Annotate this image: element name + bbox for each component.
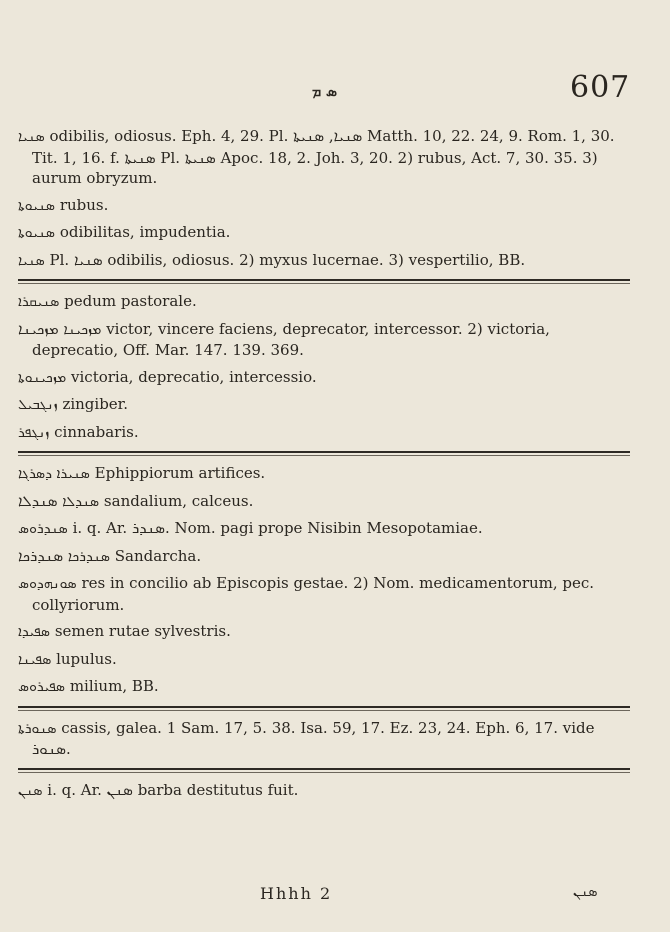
headword-syriac: ܣܢܝܐ <box>18 129 45 145</box>
dictionary-entry <box>18 573 630 615</box>
dictionary-entry <box>18 394 630 416</box>
headword-syriac: ܡܙܟܝܢܘܬܐ <box>18 369 67 386</box>
dictionary-entry <box>18 621 630 643</box>
entry-definition: odibilis, odiosus. Eph. 4, 29. Pl. ܣܢܝܐ, ܣܢܝܬܐ Matth. 10, 22. 24, 9. Rom. 1, 30. Tit. 1, 16. f. ܣܢܝܬܐ Pl. ܣܢܝܬܐ Apoc. 18, 2. Joh. 3, 20. 2) rubus, Act. 7, 30. 35. 3) aurum obryzum. <box>32 127 615 187</box>
signature-mark: Hhhh 2 <box>260 884 333 903</box>
section-divider <box>18 279 630 281</box>
section-divider <box>18 706 630 708</box>
headword-syriac: ܣܢܝܘܬܐ <box>18 197 56 214</box>
entry-definition: victoria, deprecatio, intercessio. <box>71 367 317 386</box>
headword-syriac: ܣܢܝܪܐ ܕܣܪܓܐ <box>18 466 90 482</box>
dictionary-entry <box>18 222 630 244</box>
dictionary-entry <box>18 463 630 485</box>
headword-syriac: ܣܢܘܪܬܐ <box>18 720 57 737</box>
entry-definition: ܣܢܕܠܐ sandalium, calceus. <box>18 491 254 510</box>
dictionary-entry <box>18 676 630 698</box>
dictionary-entry <box>18 319 630 361</box>
page-number: 607 <box>570 70 631 105</box>
dictionary-entry <box>18 546 630 568</box>
dictionary-entry <box>18 718 630 760</box>
entry-definition: semen rutae sylvestris. <box>54 622 231 640</box>
dictionary-entry <box>18 649 630 671</box>
headword-syriac: ܣܢܢ <box>18 782 43 799</box>
entry-definition: res in concilio ab Episcopis gestae. 2) Nom. medicamentorum, pec. collyriorum. <box>32 574 595 614</box>
entry-definition: ܣܢܕܪܟܐ Sandarcha. <box>18 546 202 565</box>
entry-definition: odibilitas, impudentia. <box>59 223 231 241</box>
entry-definition: Pl. ܣܢܝܐ odibilis, odiosus. 2) myxus lucernae. 3) vespertilio, BB. <box>49 250 526 269</box>
dictionary-entry <box>18 780 630 802</box>
headword-syriac: ܣܢܝܩܪܐ <box>18 294 60 310</box>
header-syriac-letters: ܣ ܡ <box>312 84 338 100</box>
headword-syriac: ܙܢܓܦܪ <box>18 424 50 441</box>
entry-definition: zingiber. <box>62 395 128 413</box>
entry-definition: rubus. <box>59 195 109 214</box>
headword-syriac: ܣܢܕܪܟܐ <box>67 548 110 565</box>
catchword: ܣܢܢ <box>573 884 598 900</box>
dictionary-entry <box>18 422 630 444</box>
entry-definition: cassis, galea. 1 Sam. 17, 5. 38. Isa. 59, 17. Ez. 23, 24. Eph. 6, 17. vide ܣܢܘܪ. <box>32 718 595 758</box>
dictionary-entry <box>18 250 630 272</box>
entry-definition: i. q. Ar. ܣܢܕܪ. Nom. pagi prope Nisibin Mesopotamiae. <box>72 519 483 537</box>
entries-container <box>18 126 630 807</box>
entry-definition: cinnabaris. <box>54 422 139 441</box>
headword-syriac: ܣܦܝܕܐ <box>18 624 51 640</box>
entry-definition: Ephippiorum artifices. <box>94 464 266 482</box>
headword-syriac: ܣܢܕܪܘܣ <box>18 521 68 537</box>
headword-syriac: ܣܦܝܪܘܣ <box>18 679 66 695</box>
dictionary-entry <box>18 518 630 540</box>
headword-syriac: ܡܙܟܝܢܐ <box>63 321 102 338</box>
dictionary-entry <box>18 367 630 389</box>
headword-syriac: ܣܢܕܠܐ <box>62 493 100 510</box>
dictionary-entry <box>18 291 630 313</box>
dictionary-entry <box>18 491 630 513</box>
headword-syriac: ܣܢܝܐ <box>18 252 45 269</box>
section-divider <box>18 451 630 453</box>
headword-syriac: ܣܘܢܗܕܘܣ <box>18 576 77 592</box>
section-divider <box>18 768 630 770</box>
headword-syriac: ܙܢܓܒܝܠ <box>18 397 58 413</box>
dictionary-entry <box>18 126 630 189</box>
headword-syriac: ܣܢܝܘܬܐ <box>18 225 56 241</box>
entry-definition: ܡܙܟܝܢܐ victor, vincere faciens, deprecator, intercessor. 2) victoria, deprecatio, Off. Mar. 147. 139. 369. <box>18 319 550 359</box>
entry-definition: lupulus. <box>56 649 117 668</box>
entry-definition: milium, BB. <box>69 677 159 695</box>
entry-definition: pedum pastorale. <box>64 292 197 310</box>
dictionary-entry <box>18 195 630 217</box>
headword-syriac: ܣܦܝܢܐ <box>18 651 52 668</box>
entry-definition: i. q. Ar. ܣܢܢ barba destitutus fuit. <box>47 780 299 799</box>
